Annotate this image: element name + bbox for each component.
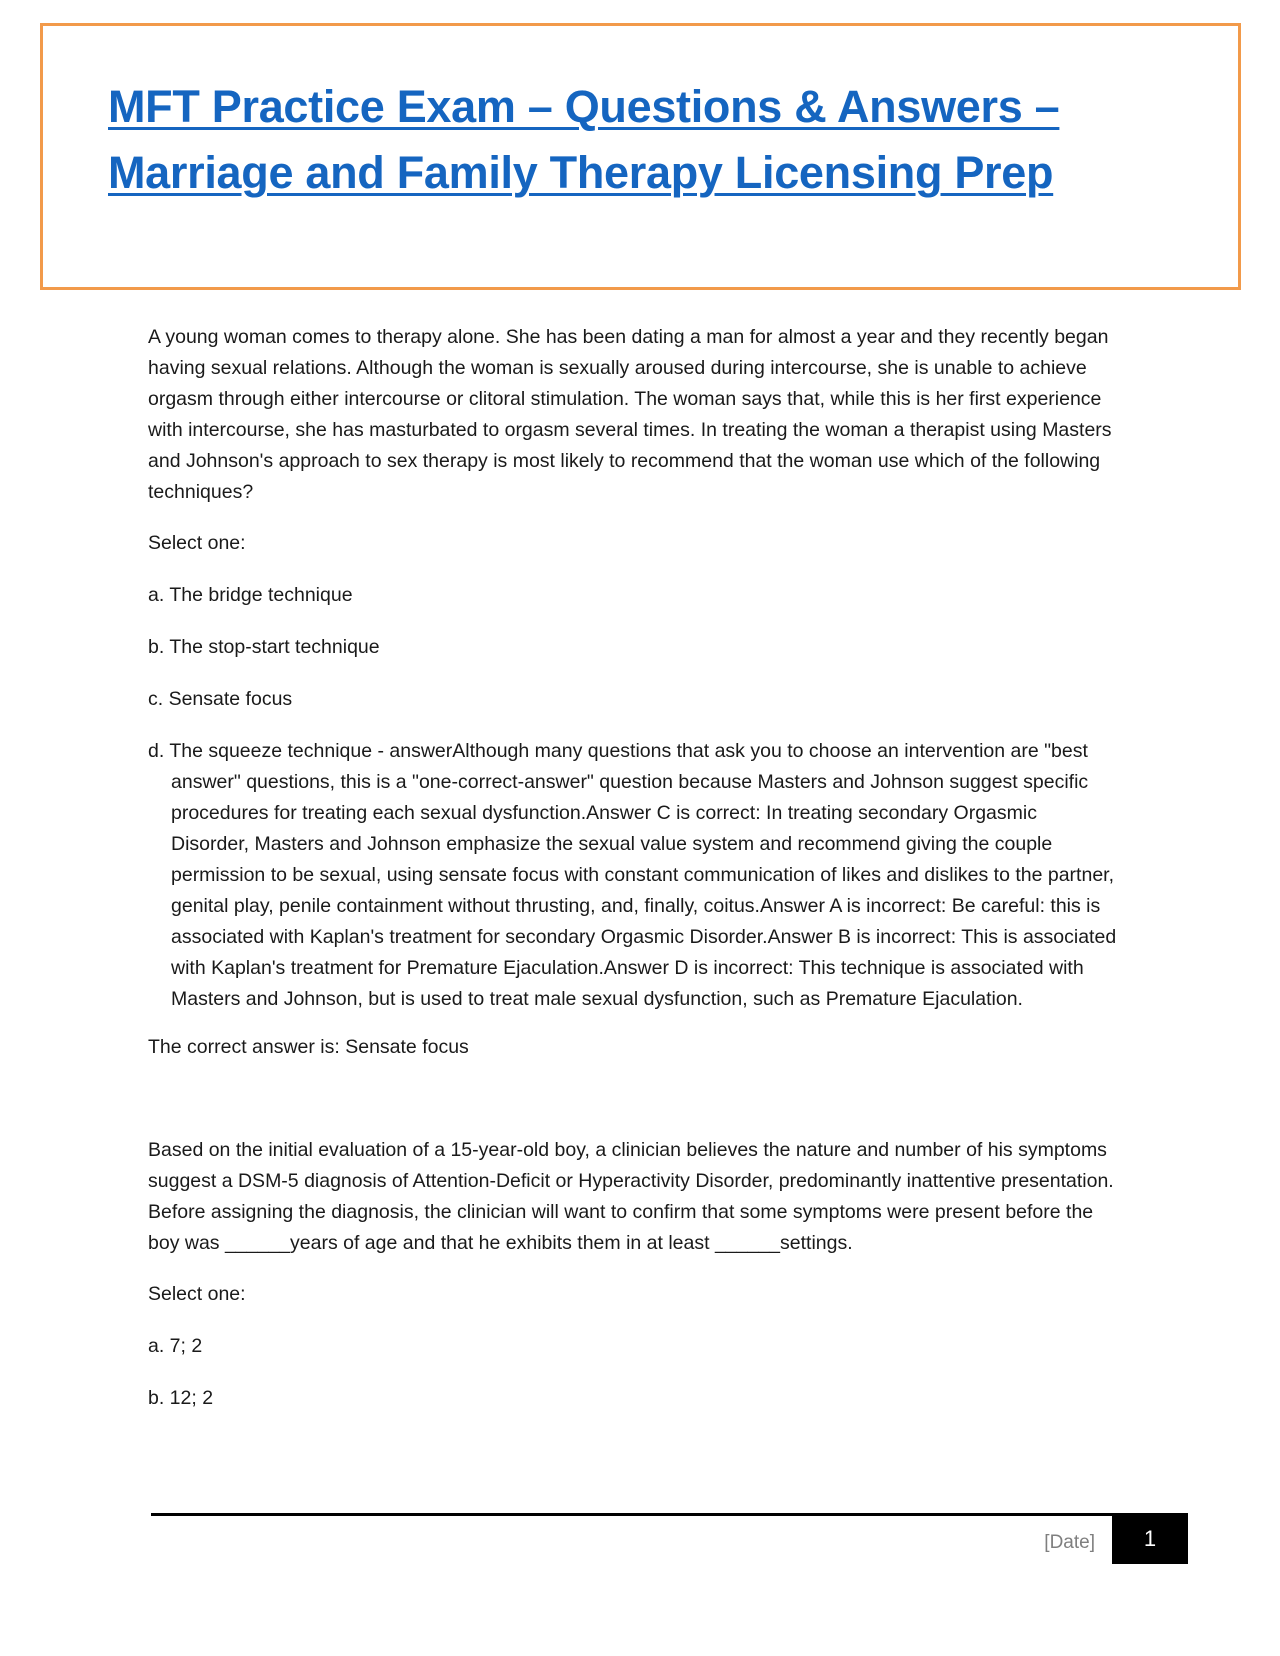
title-line-1: MFT Practice Exam – Questions & Answers – xyxy=(108,81,1060,132)
correct-answer: The correct answer is: Sensate focus xyxy=(148,1036,469,1058)
option-a: a. The bridge technique xyxy=(148,584,353,606)
option-d-with-explanation: d. The squeeze technique - answerAlthough many questions that ask you to choose an intervention are "best answer" questions, this is a "one-correct-answer" question because Masters and Johnson suggest specific procedures for treating each sexual dysfunction.Answer C is correct: In treating secondary Orgasmic Disorder, Masters and Johnson emphasize the sexual value system and recommend giving the couple permission to be sexual, using sensate focus with constant communication of likes and dislikes to the partner, genital play, penile containment without thrusting, and, finally, coitus.Answer A is incorrect: Be careful: this is associated with Kaplan's treatment for secondary Orgasmic Disorder.Answer B is incorrect: This is associated with Kaplan's treatment for Premature Ejaculation.Answer D is incorrect: This technique is associated with Masters and Johnson, but is used to treat male sexual dysfunction, such as Premature Ejaculation. xyxy=(148,740,1117,1010)
question-2 xyxy=(148,1135,1118,1414)
option-a: a. 7; 2 xyxy=(148,1335,203,1357)
title-line-2: Marriage and Family Therapy Licensing Prep xyxy=(108,147,1054,198)
footer-divider xyxy=(151,1513,1188,1516)
option-b: b. The stop-start technique xyxy=(148,636,380,658)
page-number: 1 xyxy=(1112,1513,1188,1564)
footer-date: [Date] xyxy=(1044,1532,1095,1553)
question-stem: A young woman comes to therapy alone. She has been dating a man for almost a year and they recently began having sexual relations. Although the woman is sexually aroused during intercourse, she is unable to achieve orgasm through either intercourse or clitoral stimulation. The woman says that, while this is her first experience with intercourse, she has masturbated to orgasm several times. In treating the woman a therapist using Masters and Johnson's approach to sex therapy is most likely to recommend that the woman use which of the following techniques? xyxy=(148,326,1112,503)
document-title xyxy=(108,74,1108,206)
option-b: b. 12; 2 xyxy=(148,1387,214,1409)
question-1 xyxy=(148,322,1118,1063)
select-one-label: Select one: xyxy=(148,532,246,554)
select-one-label: Select one: xyxy=(148,1283,246,1305)
question-stem: Based on the initial evaluation of a 15-year-old boy, a clinician believes the nature and number of his symptoms suggest a DSM-5 diagnosis of Attention-Deficit or Hyperactivity Disorder, predominantly inattentive presentation. Before assigning the diagnosis, the clinician will want to confirm that some symptoms were present before the boy was ______years of age and that he exhibits them in at least ______settings. xyxy=(148,1139,1114,1254)
document-body xyxy=(148,322,1118,1435)
option-c: c. Sensate focus xyxy=(148,688,293,710)
